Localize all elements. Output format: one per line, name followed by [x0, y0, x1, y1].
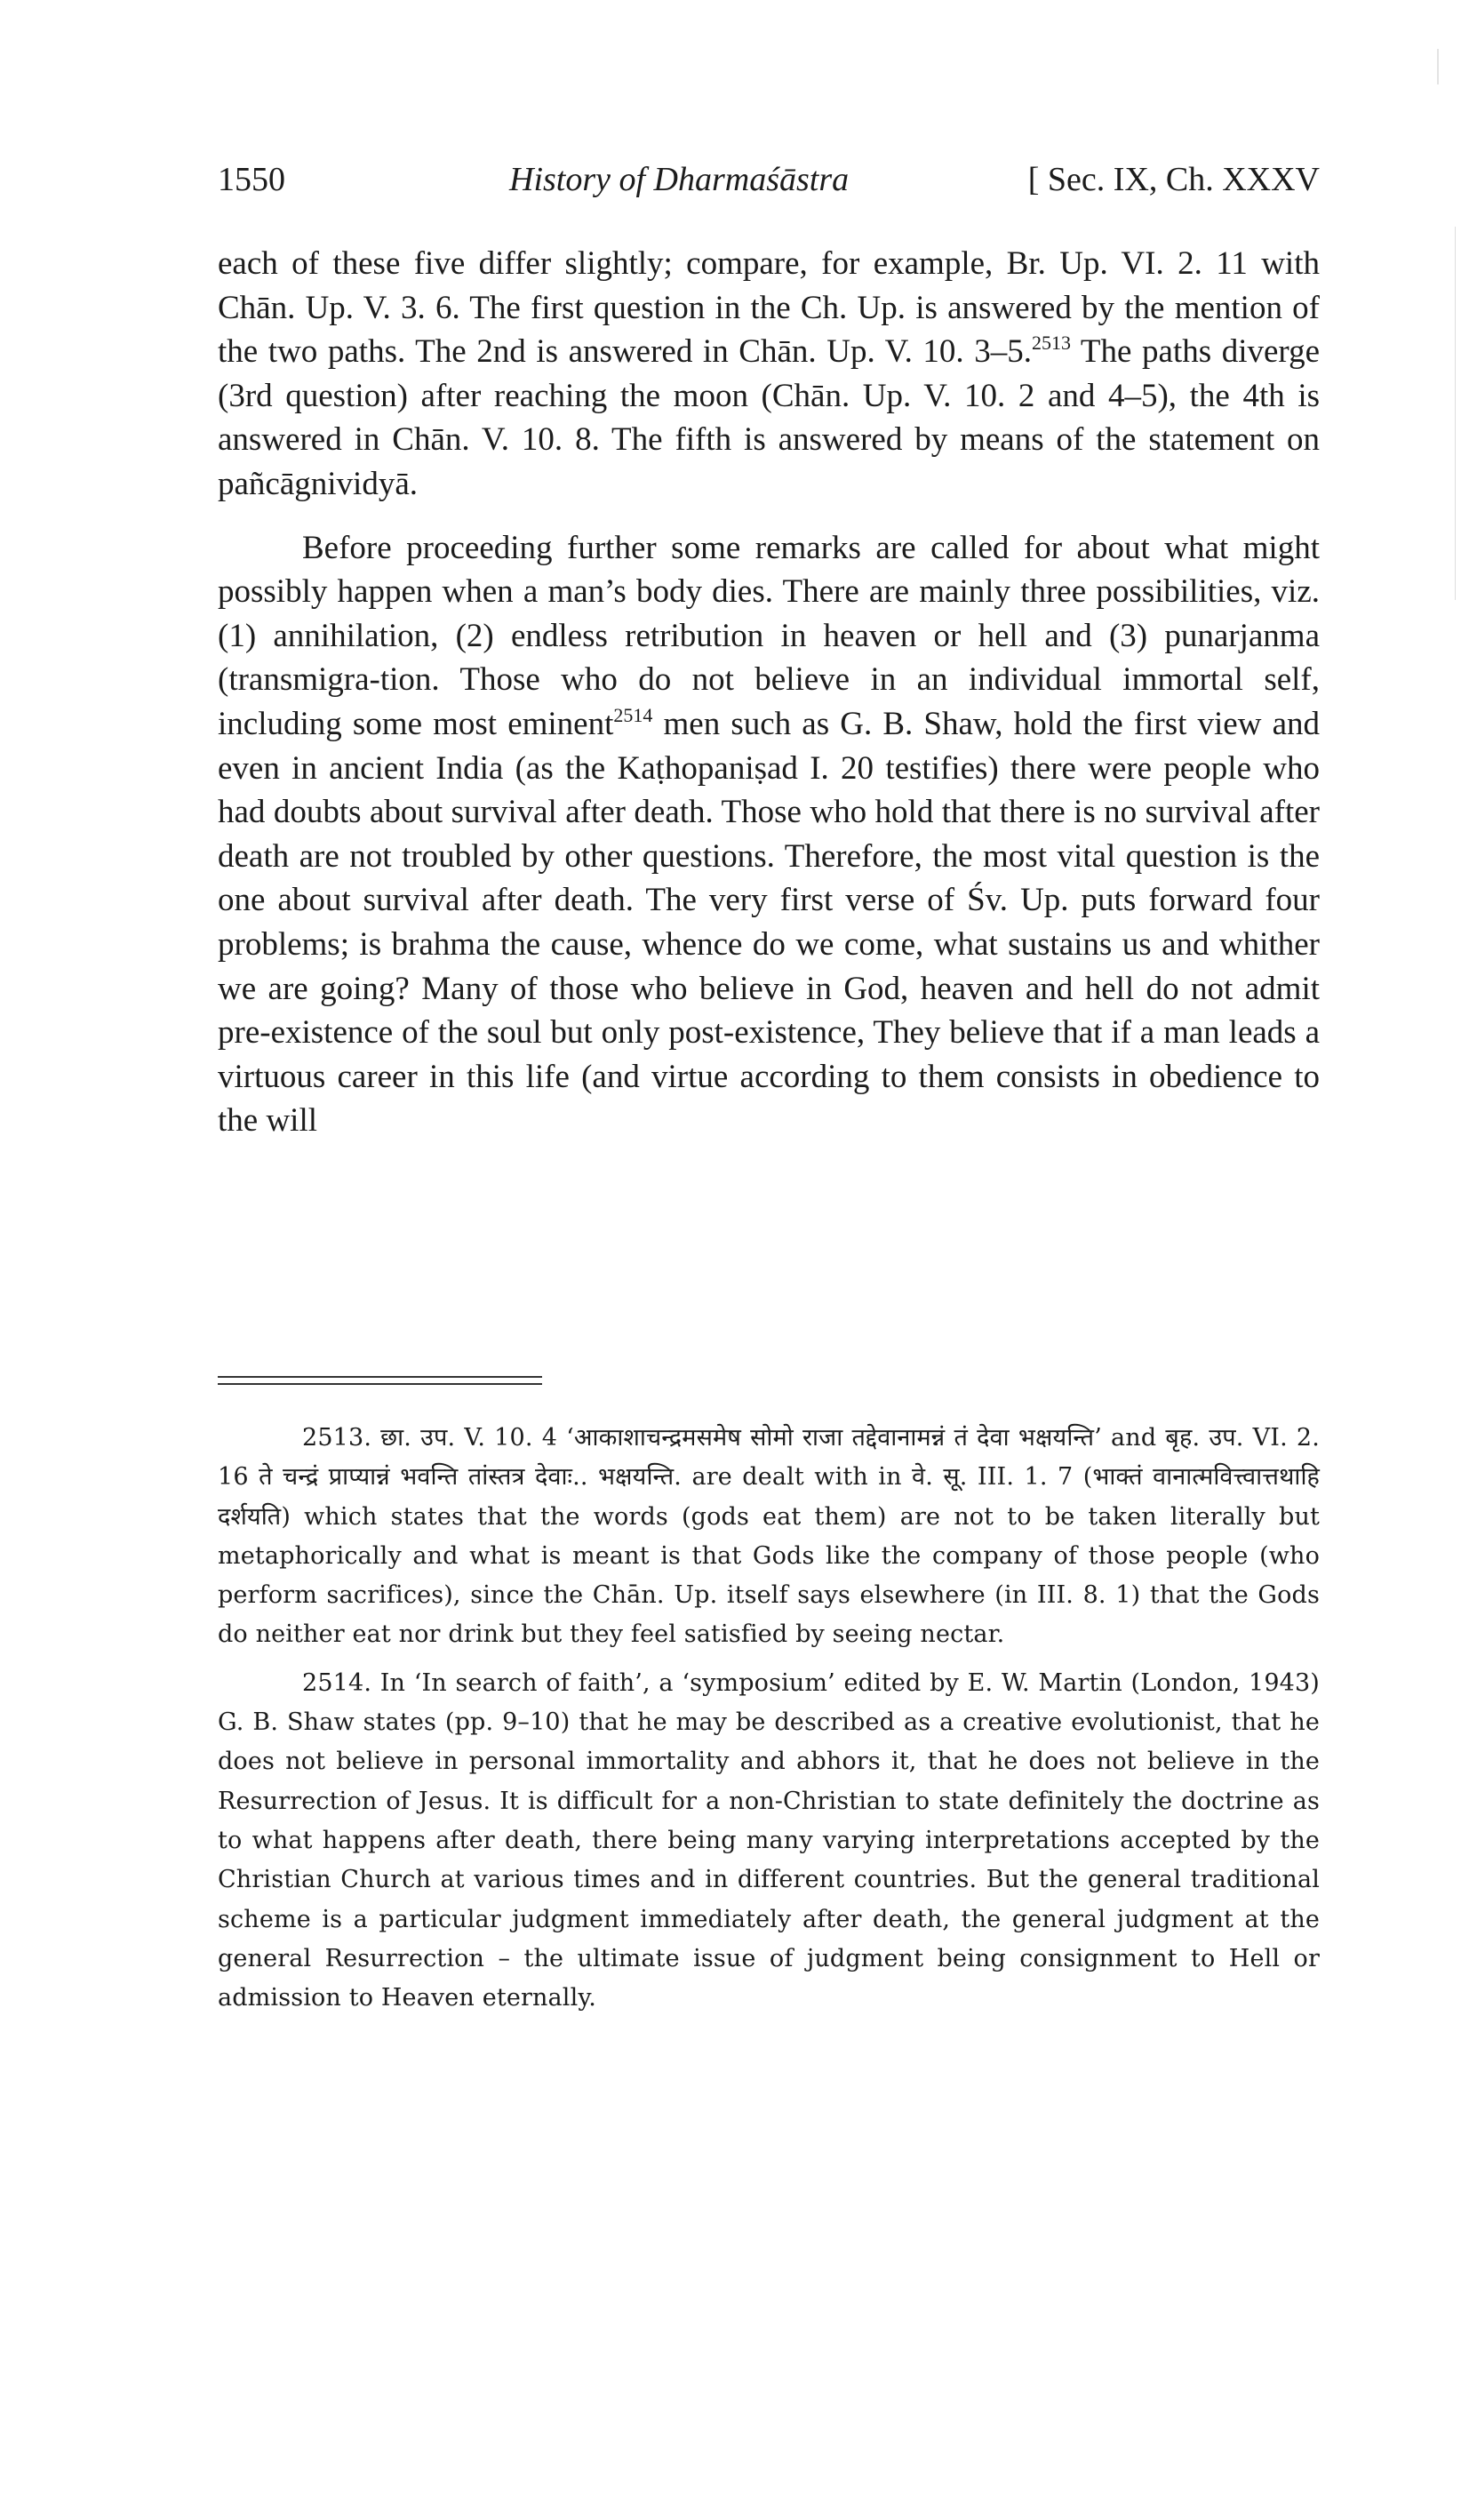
paragraph-text: each of these five differ slightly; compare, for example, Br. Up. VI. 2. 11 with Chān. Up. V. 3. 6. The first question in the Ch. Up. is answered by the mention of the two paths. The 2nd is answered in Chān. Up. V. 10. 3–5.: [218, 245, 1320, 371]
footnote-number: 2514.: [302, 1668, 372, 1697]
running-title: History of Dharmaśāstra: [509, 161, 850, 198]
footnote: [218, 1664, 1320, 2019]
footnote-text: छा. उप. V. 10. 4 ‘आकाशाचन्द्रमसमेष सोमो राजा तद्देवानामन्नं तं देवा भक्षयन्ति’ and बृह. उप. VI. 2. 16 ते चन्द्रं प्राप्यान्नं भवन्ति तांस्तत्र देवाः.. भक्षयन्ति. are dealt with in वे. सू. III. 1. 7 (भाक्तं वानात्मवित्त्वात्तथाहि दर्शयति) which states that the words (gods eat them) are not to be taken literally but metaphorically and what is meant is that Gods like the company of those people (who perform sacrifices), since the Chān. Up. itself says elsewhere (in III. 8. 1) that the Gods do neither eat nor drink but they feel satisfied by seeing nectar.: [218, 1424, 1320, 1649]
main-text: [218, 242, 1320, 1143]
footnote: [218, 1419, 1320, 1655]
footnote-ref: 2513: [1032, 332, 1071, 355]
footnote-text: In ‘In search of faith’, a ‘symposium’ edited by E. W. Martin (London, 1943) G. B. Shaw states (pp. 9–10) that he may be described as a creative evolutionist, that he does not believe in personal immortality and abhors it, that he does not believe in the Resurrection of Jesus. It is difficult for a non-Christian to state definitely the doctrine as to what happens after death, there being many varying interpretations accepted by the Christian Church at various times and in different countries. But the general traditional scheme is a particular judgment immediately after death, the general judgment at the general Resurrection – the ultimate issue of judgment being consignment to Hell or admission to Heaven eternally.: [218, 1668, 1320, 2012]
footnote-number: 2513.: [302, 1424, 372, 1452]
scan-artifact: [1455, 227, 1456, 600]
footnotes: [218, 1419, 1320, 2018]
paragraph-text: Before proceeding further some remarks are called for about what might possibly happen when a man’s body dies. There are mainly three possibilities, viz. (1) annihilation, (2) endless retribution in heaven or hell and (3) punarjanma (transmigra-tion. Those who do not believe in an individual immortal self, including some most eminent: [218, 529, 1320, 742]
paragraph: [218, 526, 1320, 1143]
running-header: [218, 160, 1320, 213]
paragraph: [218, 242, 1320, 507]
section-reference: [ Sec. IX, Ch. XXXV: [1027, 161, 1320, 198]
scan-artifact: [1437, 49, 1439, 84]
page-number: 1550: [218, 161, 285, 198]
paragraph-text: The paths diverge (3rd question) after reaching the moon (Chān. Up. V. 10. 2 and 4–5), the 4th is answered in Chān. V. 10. 8. The fifth is answered by means of the statement on pañcāgnividyā.: [218, 333, 1320, 502]
footnote-ref: 2514: [613, 703, 653, 726]
footnote-separator: [218, 1376, 542, 1385]
paragraph-text: men such as G. B. Shaw, hold the first view and even in ancient India (as the Kaṭhopaniṣad I. 20 testifies) there were people who had doubts about survival after death. Those who hold that there is no survival after death are not troubled by other questions. Therefore, the most vital question is the one about survival after death. The very first verse of Śv. Up. puts forward four problems; is brahma the cause, whence do we come, what sustains us and whither we are going? Many of those who believe in God, heaven and hell do not admit pre-existence of the soul but only post-existence, They believe that if a man leads a virtuous career in this life (and virtue according to them consists in obedience to the will: [218, 705, 1320, 1140]
